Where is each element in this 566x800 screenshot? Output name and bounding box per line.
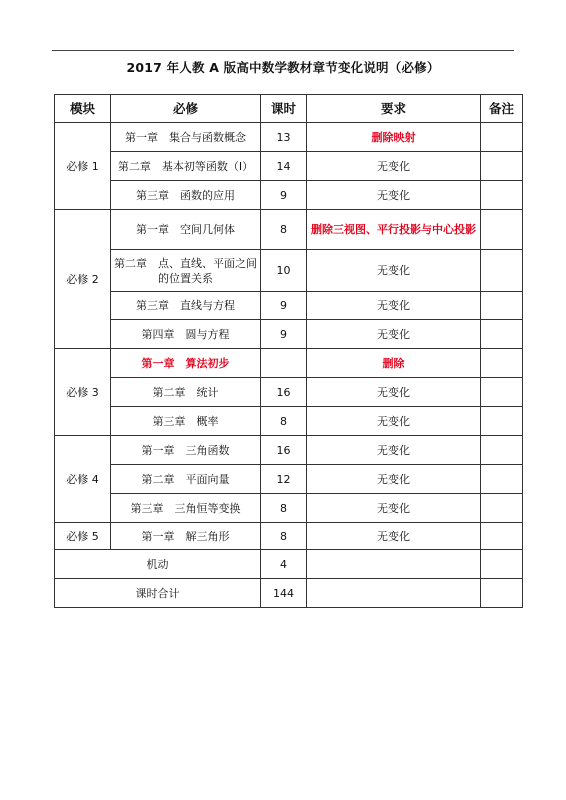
remarks-cell (481, 320, 523, 349)
table-row (55, 378, 523, 407)
requirement-cell: 无变化 (307, 465, 481, 494)
total-hours: 144 (261, 579, 307, 608)
table-row (55, 152, 523, 181)
remarks-cell (481, 550, 523, 579)
module-cell: 必修 1 (55, 123, 111, 210)
table-row (55, 465, 523, 494)
hours-cell: 9 (261, 292, 307, 320)
hours-cell: 10 (261, 250, 307, 292)
chapter-cell: 第三章 直线与方程 (111, 292, 261, 320)
hours-cell: 12 (261, 465, 307, 494)
remarks-cell (481, 292, 523, 320)
hours-cell: 16 (261, 436, 307, 465)
header-rule (52, 50, 514, 51)
header-remarks: 备注 (481, 95, 523, 123)
header-required: 必修 (111, 95, 261, 123)
curriculum-table (54, 94, 523, 608)
remarks-cell (481, 250, 523, 292)
requirement-cell: 无变化 (307, 523, 481, 550)
remarks-cell (481, 123, 523, 152)
flex-row (55, 550, 523, 579)
requirement-cell: 无变化 (307, 494, 481, 523)
requirement-cell: 删除三视图、平行投影与中心投影 (307, 210, 481, 250)
table-row (55, 123, 523, 152)
module-cell: 必修 5 (55, 523, 111, 550)
flex-label: 机动 (55, 550, 261, 579)
remarks-cell (481, 152, 523, 181)
header-hours: 课时 (261, 95, 307, 123)
hours-cell: 8 (261, 210, 307, 250)
requirement-cell: 删除 (307, 349, 481, 378)
hours-cell: 9 (261, 181, 307, 210)
remarks-cell (481, 523, 523, 550)
header-module: 模块 (55, 95, 111, 123)
module-cell: 必修 4 (55, 436, 111, 523)
document-title: 2017 年人教 A 版高中数学教材章节变化说明（必修） (126, 60, 440, 75)
table-header-row (55, 95, 523, 123)
requirement-cell: 无变化 (307, 292, 481, 320)
remarks-cell (481, 181, 523, 210)
remarks-cell (481, 349, 523, 378)
hours-cell: 14 (261, 152, 307, 181)
hours-cell: 16 (261, 378, 307, 407)
requirement-cell: 无变化 (307, 407, 481, 436)
remarks-cell (481, 494, 523, 523)
chapter-cell: 第二章 平面向量 (111, 465, 261, 494)
hours-cell: 9 (261, 320, 307, 349)
requirement-cell: 无变化 (307, 152, 481, 181)
table-row (55, 292, 523, 320)
chapter-cell: 第一章 算法初步 (111, 349, 261, 378)
requirement-cell: 无变化 (307, 181, 481, 210)
module-cell: 必修 2 (55, 210, 111, 349)
chapter-cell: 第四章 圆与方程 (111, 320, 261, 349)
chapter-cell: 第三章 三角恒等变换 (111, 494, 261, 523)
table-row (55, 436, 523, 465)
total-label: 课时合计 (55, 579, 261, 608)
chapter-cell: 第二章 基本初等函数（Ⅰ） (111, 152, 261, 181)
hours-cell: 8 (261, 494, 307, 523)
module-cell: 必修 3 (55, 349, 111, 436)
requirement-cell: 无变化 (307, 250, 481, 292)
requirement-cell: 无变化 (307, 378, 481, 407)
chapter-cell: 第一章 解三角形 (111, 523, 261, 550)
chapter-cell: 第一章 集合与函数概念 (111, 123, 261, 152)
hours-cell: 13 (261, 123, 307, 152)
table-row (55, 407, 523, 436)
table-row (55, 349, 523, 378)
hours-cell: 8 (261, 523, 307, 550)
header-requirement: 要求 (307, 95, 481, 123)
chapter-cell: 第二章 点、直线、平面之间的位置关系 (111, 250, 261, 292)
requirement-cell: 无变化 (307, 320, 481, 349)
remarks-cell (481, 436, 523, 465)
hours-cell: 8 (261, 407, 307, 436)
requirement-cell (307, 579, 481, 608)
chapter-cell: 第三章 概率 (111, 407, 261, 436)
remarks-cell (481, 407, 523, 436)
hours-cell (261, 349, 307, 378)
chapter-cell: 第一章 空间几何体 (111, 210, 261, 250)
requirement-cell: 无变化 (307, 436, 481, 465)
chapter-cell: 第三章 函数的应用 (111, 181, 261, 210)
total-row (55, 579, 523, 608)
table-row (55, 210, 523, 250)
table-row (55, 523, 523, 550)
table-row (55, 320, 523, 349)
table-row (55, 250, 523, 292)
remarks-cell (481, 579, 523, 608)
requirement-cell: 删除映射 (307, 123, 481, 152)
remarks-cell (481, 378, 523, 407)
requirement-cell (307, 550, 481, 579)
remarks-cell (481, 210, 523, 250)
chapter-cell: 第一章 三角函数 (111, 436, 261, 465)
table-row (55, 181, 523, 210)
remarks-cell (481, 465, 523, 494)
flex-hours: 4 (261, 550, 307, 579)
table-row (55, 494, 523, 523)
chapter-cell: 第二章 统计 (111, 378, 261, 407)
